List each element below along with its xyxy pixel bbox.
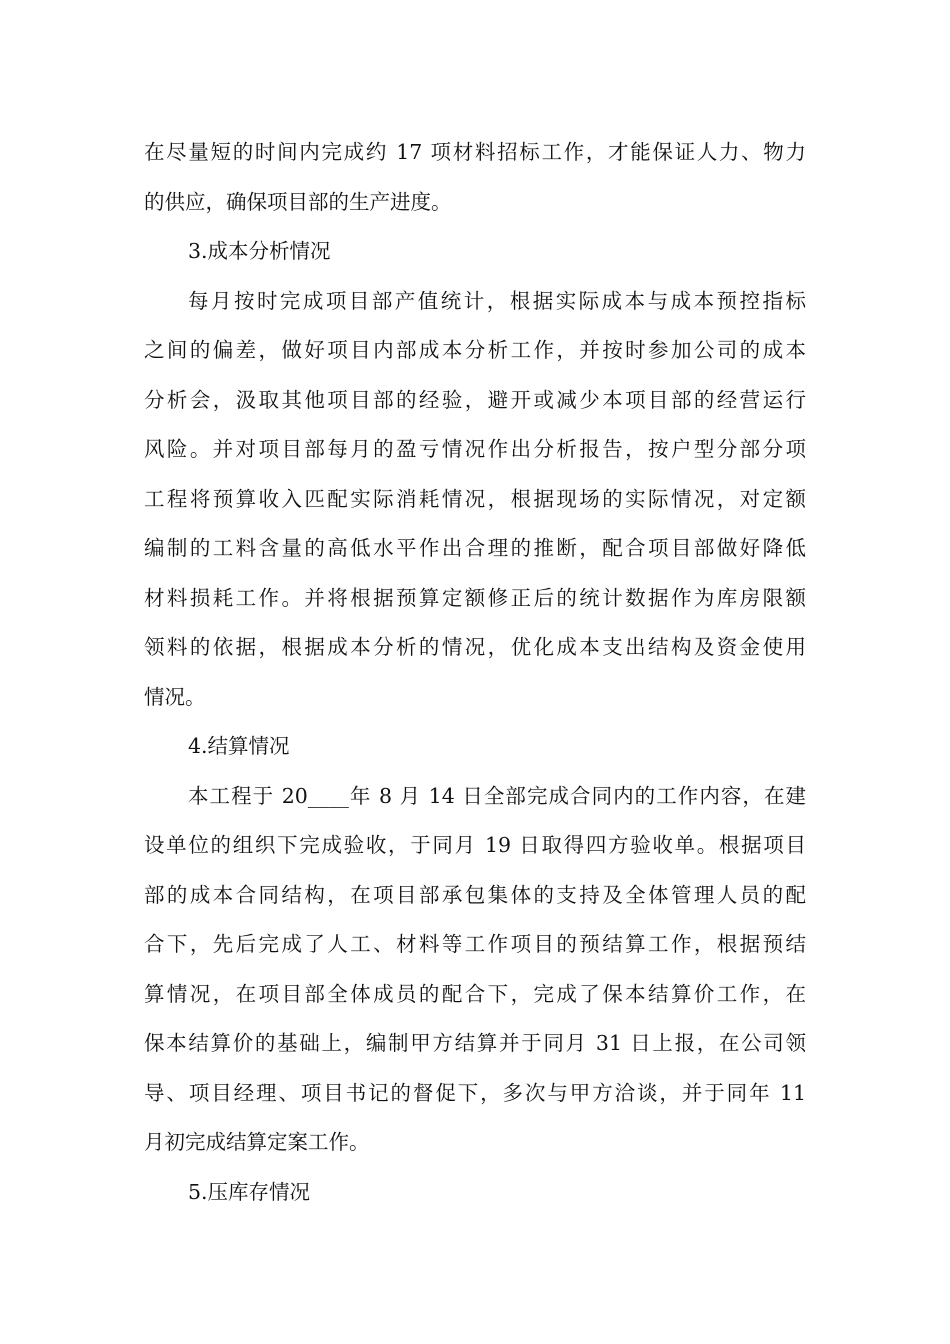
body-text-line: 分析会，汲取其他项目部的经验，避开或减少本项目部的经营运行 [144,387,806,412]
body-text-line: 编制的工料含量的高低水平作出合理的推断，配合项目部做好降低 [144,536,806,560]
body-text-line: 材料损耗工作。并将根据预算定额修正后的统计数据作为库房限额 [144,585,806,610]
body-text-line: 工程将预算收入匹配实际消耗情况，根据现场的实际情况，对定额 [144,486,806,511]
body-text-line: 每月按时完成项目部产值统计，根据实际成本与成本预控指标 [188,288,806,313]
body-text-line: 本工程于 20____年 8 月 14 日全部完成合同内的工作内容，在建 [188,783,806,808]
body-text-line: 部的成本合同结构，在项目部承包集体的支持及全体管理人员的配 [144,882,806,907]
section-heading-inventory: 5.压库存情况 [188,1179,311,1204]
section-heading-settlement: 4.结算情况 [188,734,290,758]
body-text-line: 合下，先后完成了人工、材料等工作项目的预结算工作，根据预结 [144,932,806,956]
body-text-line: 月初完成结算定案工作。 [144,1130,370,1154]
body-text-line: 情况。 [144,684,206,709]
section-heading-cost-analysis: 3.成本分析情况 [188,239,331,263]
body-text-line: 的供应，确保项目部的生产进度。 [144,189,452,214]
body-text-line: 设单位的组织下完成验收，于同月 19 日取得四方验收单。根据项目 [144,833,806,857]
body-text-line: 算情况，在项目部全体成员的配合下，完成了保本结算价工作，在 [144,981,806,1006]
body-text-line: 领料的依据，根据成本分析的情况，优化成本支出结构及资金使用 [144,635,806,659]
body-text-line: 在尽量短的时间内完成约 17 项材料招标工作，才能保证人力、物力 [144,140,806,164]
body-text-line: 之间的偏差，做好项目内部成本分析工作，并按时参加公司的成本 [144,338,806,362]
body-text-line: 保本结算价的基础上，编制甲方结算并于同月 31 日上报，在公司领 [144,1031,806,1055]
document-page [144,128,806,1217]
body-text-line: 导、项目经理、项目书记的督促下，多次与甲方洽谈，并于同年 11 [144,1080,806,1105]
body-text-line: 风险。并对项目部每月的盈亏情况作出分析报告，按户型分部分项 [144,437,806,461]
